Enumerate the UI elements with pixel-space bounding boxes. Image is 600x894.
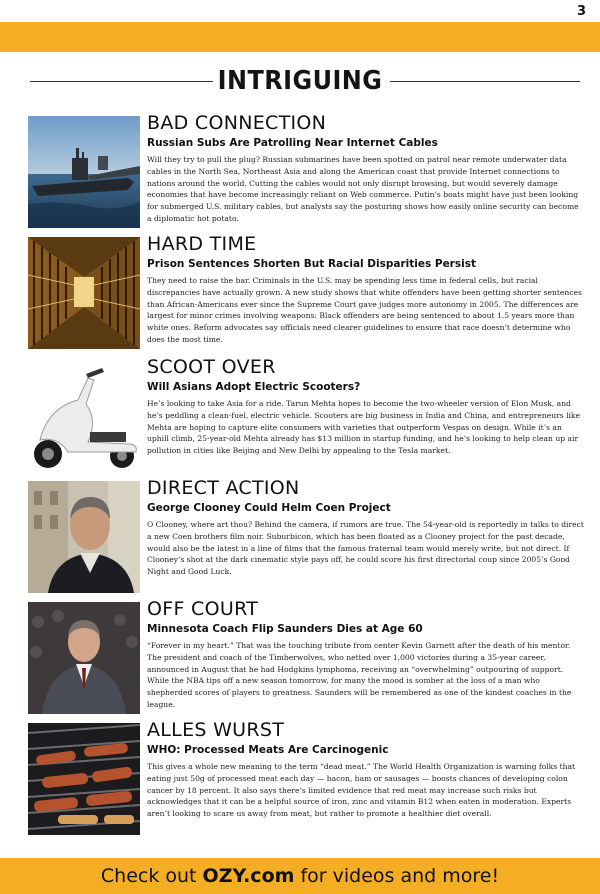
header-rule-right <box>390 81 580 82</box>
article-subhead: Russian Subs Are Patrolling Near Internet Cables <box>147 137 438 149</box>
section-header <box>0 66 600 96</box>
article-subhead: WHO: Processed Meats Are Carcinogenic <box>147 744 389 756</box>
article-headline: DIRECT ACTION <box>147 477 300 499</box>
article-body: O Clooney, where art thou? Behind the camera, if rumors are true. The 54-year-old is reportedly in talks to direct a new Coen brothers film noir. Suburbicon, which has been floated as a Clooney project for the past decade, would also be the latest in a line of films that the famous fraternal team would merely write, but not direct. If Clooney’s shot at the dark cinematic style pays off, he could score his first directorial coup since 2005’s Good Night and Good Luck. <box>147 520 584 577</box>
article-alles-wurst[interactable] <box>28 719 584 835</box>
article-headline: BAD CONNECTION <box>147 112 327 134</box>
submarine-photo <box>28 116 140 228</box>
scooter-photo <box>28 360 140 472</box>
article-subhead: Will Asians Adopt Electric Scooters? <box>147 381 361 393</box>
article-headline: OFF COURT <box>147 598 259 620</box>
article-body: Will they try to pull the plug? Russian submarines have been spotted on patrol near remote underwater data cables in the North Sea, Northeast Asia and along the American coast that provide Internet connections to nations around the world. Cutting the cables would not only disrupt browsing, but would severely damage economies that have become increasingly reliant on Web commerce. Putin’s boats might have just been looking for submerged U.S. military cables, but analysts say the posturing shows how easily online security can become a diplomatic hot potato. <box>147 155 579 223</box>
article-subhead: Prison Sentences Shorten But Racial Disparities Persist <box>147 258 476 270</box>
section-title: INTRIGUING <box>217 66 383 96</box>
article-direct-action[interactable] <box>28 477 584 593</box>
article-bad-connection[interactable] <box>28 112 584 228</box>
ozy-link[interactable]: OZY.com <box>202 865 295 887</box>
page-number: 3 <box>576 4 586 19</box>
clooney-photo <box>28 481 140 593</box>
prison-photo <box>28 237 140 349</box>
footer-suffix: for videos and more! <box>294 865 500 887</box>
article-scoot-over[interactable] <box>28 356 584 472</box>
top-accent-band <box>0 22 600 52</box>
article-headline: ALLES WURST <box>147 719 285 741</box>
article-body: He’s looking to take Asia for a ride. Tarun Mehta hopes to become the two-wheeler version of Elon Musk, and he’s peddling a clean-fuel, electric vehicle. Scooters are big business in India and China, and entrepreneurs like Mehta are hoping to capture elite consumers with varieties that outperform Vespas on design. While it’s an uphill climb, 25-year-old Mehta already has $13 million in startup funding, and he’s looking to help clean up air pollution in cities like Beijing and New Delhi by appealing to the Tesla market. <box>147 399 581 456</box>
article-headline: HARD TIME <box>147 233 257 255</box>
article-subhead: George Clooney Could Helm Coen Project <box>147 502 391 514</box>
coach-photo <box>28 602 140 714</box>
article-hard-time[interactable] <box>28 233 584 349</box>
article-body: They need to raise the bar. Criminals in the U.S. may be spending less time in federal cells, but racial discrepancies have actually grown. A new study shows that white offenders have been getting shorter sentences than African-Americans ever since the Supreme Court gave judges more autonomy in 2005. The differences are largest for minor crimes involving weapons: Black offenders are being sentenced to about 1.5 years more than white ones. Reform advocates say officials need clearer guidelines to ensure that race doesn’t determine who does the most time. <box>147 276 582 344</box>
article-subhead: Minnesota Coach Flip Saunders Dies at Age 60 <box>147 623 423 635</box>
sausages-photo <box>28 723 140 835</box>
article-off-court[interactable] <box>28 598 584 714</box>
article-body: “Forever in my heart.” That was the touching tribute from center Kevin Garnett after the death of his mentor. The president and coach of the Timberwolves, who netted over 1,000 victories during a 35-year career, announced in August that he had Hodgkins lymphoma, receiving an “overwhelming” outpouring of support. While the NBA tips off a new season tomorrow, for many the mood is somber at the loss of a man who shepherded scores of players to greatness. Saunders will be remembered as one of the kindest coaches in the league. <box>147 641 572 709</box>
article-body: This gives a whole new meaning to the term “dead meat.” The World Health Organization is warning folks that eating just 50g of processed meat each day — bacon, ham or sausages — boosts chances of developing colon cancer by 18 percent. It also says there’s limited evidence that red meat may increase such risks but acknowledges that it can be a helpful source of iron, zinc and vitamin B12 when eaten in moderation. Experts aren’t looking to scare us away from meat, but rather to promote a healthier diet overall. <box>147 762 576 819</box>
article-headline: SCOOT OVER <box>147 356 276 378</box>
footer-cta[interactable] <box>0 858 600 894</box>
footer-prefix: Check out <box>100 865 203 887</box>
